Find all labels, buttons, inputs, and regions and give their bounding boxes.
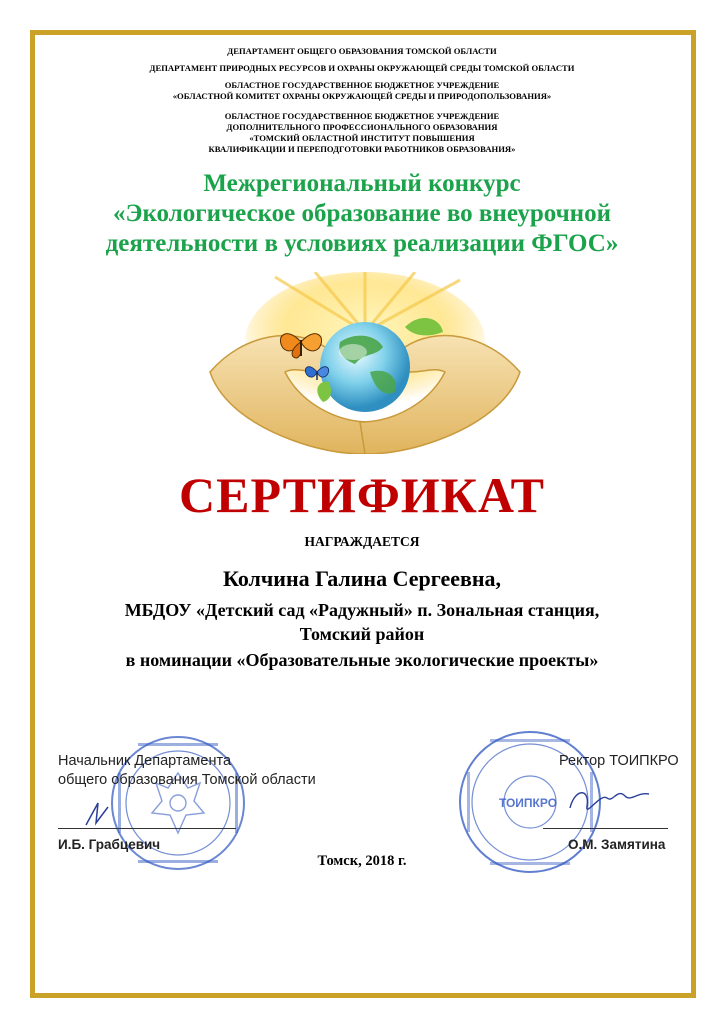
right-stamp-text: ТОИПКРО — [498, 796, 558, 810]
header-line-6: ДОПОЛНИТЕЛЬНОГО ПРОФЕССИОНАЛЬНОГО ОБРАЗОВАНИЯ — [226, 122, 498, 132]
header-line-5: ОБЛАСТНОЕ ГОСУДАРСТВЕННОЕ БЮДЖЕТНОЕ УЧРЕЖДЕНИЕ — [224, 111, 500, 121]
header-line-3: ОБЛАСТНОЕ ГОСУДАРСТВЕННОЕ БЮДЖЕТНОЕ УЧРЕЖДЕНИЕ — [224, 80, 500, 90]
hands-globe-illustration — [205, 272, 525, 454]
header-line-1: ДЕПАРТАМЕНТ ОБЩЕГО ОБРАЗОВАНИЯ ТОМСКОЙ ОБЛАСТИ — [227, 46, 497, 56]
recipient-district: Томский район — [299, 624, 425, 644]
header-line-7: «ТОМСКИЙ ОБЛАСТНОЙ ИНСТИТУТ ПОВЫШЕНИЯ — [249, 133, 475, 143]
left-signer-title-2: общего образования Томской области — [58, 772, 316, 788]
left-signer-name: И.Б. Грабцевич — [58, 837, 161, 852]
recipient-name: Колчина Галина Сергеевна, — [222, 566, 502, 591]
right-signature-line — [543, 828, 668, 829]
left-signer-title-1: Начальник Департамента — [58, 753, 232, 769]
header-line-2: ДЕПАРТАМЕНТ ПРИРОДНЫХ РЕСУРСОВ И ОХРАНЫ ОКРУЖАЮЩЕЙ СРЕДЫ ТОМСКОЙ ОБЛАСТИ — [149, 63, 575, 73]
nomination: в номинации «Образовательные экологические проекты» — [125, 650, 599, 670]
certificate-title: СЕРТИФИКАТ — [178, 467, 545, 523]
contest-title-line-3: деятельности в условиях реализации ФГОС» — [105, 230, 619, 257]
left-handwritten-signature — [78, 795, 118, 835]
place-and-date: Томск, 2018 г. — [317, 853, 407, 869]
left-signature-line — [58, 828, 236, 829]
right-handwritten-signature — [565, 778, 655, 828]
right-signer-title: Ректор ТОИПКРО — [559, 753, 679, 769]
contest-title-line-1: Межрегиональный конкурс — [203, 170, 521, 197]
header-line-8: КВАЛИФИКАЦИИ И ПЕРЕПОДГОТОВКИ РАБОТНИКОВ ОБРАЗОВАНИЯ» — [208, 144, 516, 154]
header-line-4: «ОБЛАСТНОЙ КОМИТЕТ ОХРАНЫ ОКРУЖАЮЩЕЙ СРЕДЫ И ПРИРОДОПОЛЬЗОВАНИЯ» — [172, 91, 552, 101]
awarded-label: НАГРАЖДАЕТСЯ — [304, 534, 420, 549]
contest-title-line-2: «Экологическое образование во внеурочной — [113, 200, 611, 227]
recipient-organization: МБДОУ «Детский сад «Радужный» п. Зональная станция, — [124, 600, 600, 620]
right-signer-name: О.М. Замятина — [568, 837, 666, 852]
